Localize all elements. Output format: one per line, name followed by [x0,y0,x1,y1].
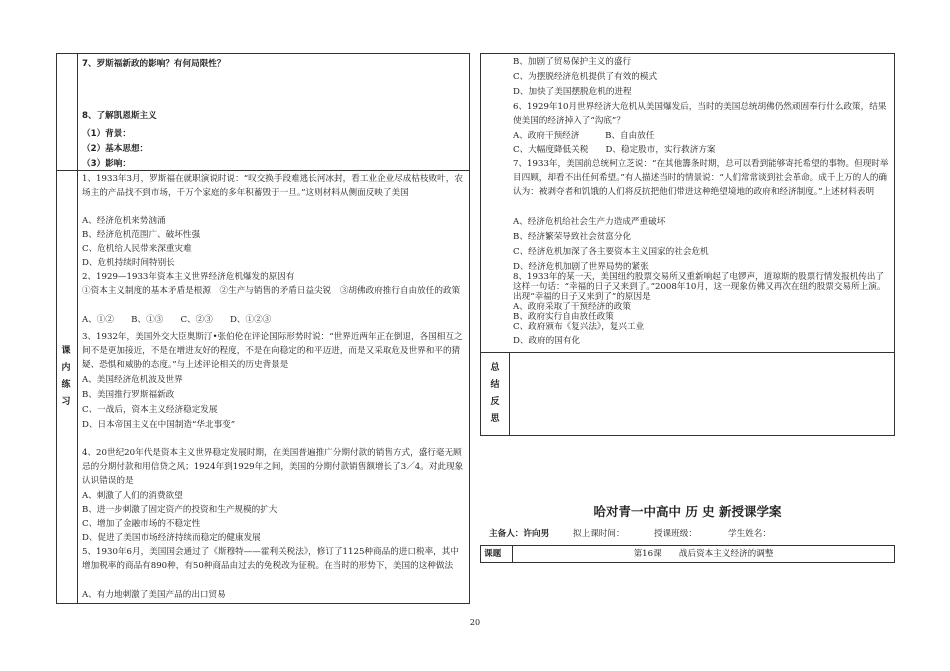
page-title: 哈对青一中高中 历 史 新授课学案 [593,504,782,519]
q8-basic-idea: （2）基本思想： [82,144,149,154]
exercise-8-option-a: A、政府采取了干预经济的政策 [513,302,631,312]
exercise-5-option-b: B、加剧了贸易保护主义的盛行 [513,57,632,67]
exercise-5-stem: 5、1930年6月，美国国会通过了《斯穆特——霍利关税法》，修订了1125种商品的进口税率，其中增加税率的商品有890种，有50种商品由过去的免税改为征税。在当时的形势下，美国的这种做法 [82,547,459,571]
topic-label: 课题 [484,549,502,559]
page-number: 20 [469,618,481,627]
exercise-3-option-a: A、美国经济危机波及世界 [82,375,183,385]
exercise-3-option-c: C、一战后，资本主义经济稳定发展 [82,405,218,415]
exercise-2-options: A、①② B、①③ C、②③ D、①②③ [82,315,272,325]
student-name-label: 学生姓名： [728,529,771,539]
lesson-topic: 第16课 战后资本主义经济的调整 [633,549,774,559]
side-label-in-class-practice: 课 内 练 习 [61,346,71,407]
left-side-divider [77,53,78,604]
class-name-label: 授课班级： [654,529,697,539]
right-side-divider [509,352,510,436]
exercise-8-stem: 8、1933年的某一天，美国纽约股票交易所又重新响起了电锣声，道琼斯的股票行情发报机传出了这样一句话：“幸福的日子又来到了。”2008年10月，这一现象仿佛又再次在纽约股票交易所上演。出现“幸福的日子又来到了”的原因是 [513,272,886,302]
q8-impact: （3）影响： [82,159,131,169]
question-8: 8、了解凯恩斯主义 [82,111,157,121]
side-label-summary-reflection: 总 结 反 思 [490,363,500,424]
exercise-4-option-b: B、进一步刺激了固定资产的投资和生产规模的扩大 [82,505,278,515]
preparer: 主备人：许向男 [489,529,550,539]
exercise-3-option-d: D、日本帝国主义在中国制造“华北事变” [82,420,236,430]
exercise-7-stem: 7、1933年，美国前总统柯立芝说：“在其他籌条时期，总可以看到能够寄托希望的事物。但现时举目四顾，却看不出任何希望。”有人描述当时的情景说：“人们常常谈到社会革命。成千上万的人的确认为：被剥夺者和饥饿的人们将反抗把他们带进这种绝望境地的政府和经济制度。”上述材料表明 [513,159,889,197]
exercise-2-stem: 2、1929—1933年资本主义世界经济危机爆发的原因有 [82,272,295,282]
exercise-8-option-d: D、政府的国有化 [513,336,581,346]
exercise-4-option-a: A、刺激了人们的消费欲望 [82,491,183,501]
exercise-5-option-c: C、为摆脱经济危机提供了有效的模式 [513,72,658,82]
exercise-6-options-cd: C、大幅度降低关税 D、稳定股市，实行救济方案 [513,145,716,155]
exercise-4-option-c: C、增加了金融市场的不稳定性 [82,519,201,529]
exercise-2-statements: ①资本主义制度的基本矛盾是根源 ②生产与销售的矛盾日益尖锐 ③胡佛政府推行自由放任的政策 [82,286,461,296]
question-7: 7、罗斯福新政的影响？有何局限性？ [82,59,226,69]
exercise-4-stem: 4、20世纪20年代是资本主义世界稳定发展时期，在美国普遍推广分期付款的销售方式，盛行毫无顾忌的分期付款和用信贷之风；1924年到1929年之间，美国的分期付款销售额增长了3／4。对此现象认识错误的是 [82,448,464,486]
exercise-7-option-c: C、经济危机加深了各主要资本主义国家的社会危机 [513,247,709,257]
exercise-5-option-a: A、有力地刺激了美国产品的出口贸易 [82,590,226,600]
exercise-3-stem: 3、1932年，美国外交大臣奥斯汀•张伯伦在评论国际形势时说：“世界近两年正在倒退，各国相互之间不是更加接近，不是在增进友好的程度，不是在向稳定的和平迈进，而是又采取危及世界和平的猜疑、恐惧和威胁的态度。”与上述评论相关的历史背景是 [82,332,463,370]
exercise-1-option-d: D、危机持续时间特别长 [82,258,175,268]
exercise-6-options-ab: A、政府干预经济 B、自由放任 [513,131,655,141]
exercise-4-option-d: D、促进了美国市场经济持续而稳定的健康发展 [82,533,261,543]
q8-background: （1）背景： [82,129,131,139]
exercise-5-option-d: D、加快了美国摆脱危机的进程 [513,87,632,97]
class-time-label: 拟上课时间： [573,529,625,539]
exercise-7-option-b: B、经济繁荣导致社会贫富分化 [513,232,632,242]
exercise-1-stem: 1、1933年3月，罗斯福在就职演说时说：“叹交换手段难逃长河冰封，看工业企业尽成枯枝败叶，农场主的产品找不到市场，千万个家庭的多年积蓄毁于一旦。”这则材料从侧面反映了美国 [82,174,463,198]
exercise-7-option-d: D、经济危机加剧了世界局势的紧张 [513,262,649,272]
right-row-divider [480,352,895,353]
exercise-7-option-a: A、经济危机给社会生产力造成严重破坏 [513,217,666,227]
exercise-3-option-b: B、美国推行罗斯福新政 [82,390,175,400]
exercise-8-option-b: B、政府实行自由放任政策 [513,312,614,322]
exercise-8-option-c: C、政府颁布《复兴法》，复兴工业 [513,322,645,332]
exercise-1-option-a: A、经济危机来势汹涌 [82,216,166,226]
exercise-6-stem: 6、1929年10月世界经济大危机从美国爆发后，当时的美国总统胡佛仍然顽固奉行什么政策，结果使美国的经济掉入了“沟底”？ [513,102,887,126]
exercise-1-option-b: B、经济危机范围广、破坏性强 [82,230,201,240]
exercise-1-option-c: C、危机给人民带来深重灾难 [82,244,192,254]
